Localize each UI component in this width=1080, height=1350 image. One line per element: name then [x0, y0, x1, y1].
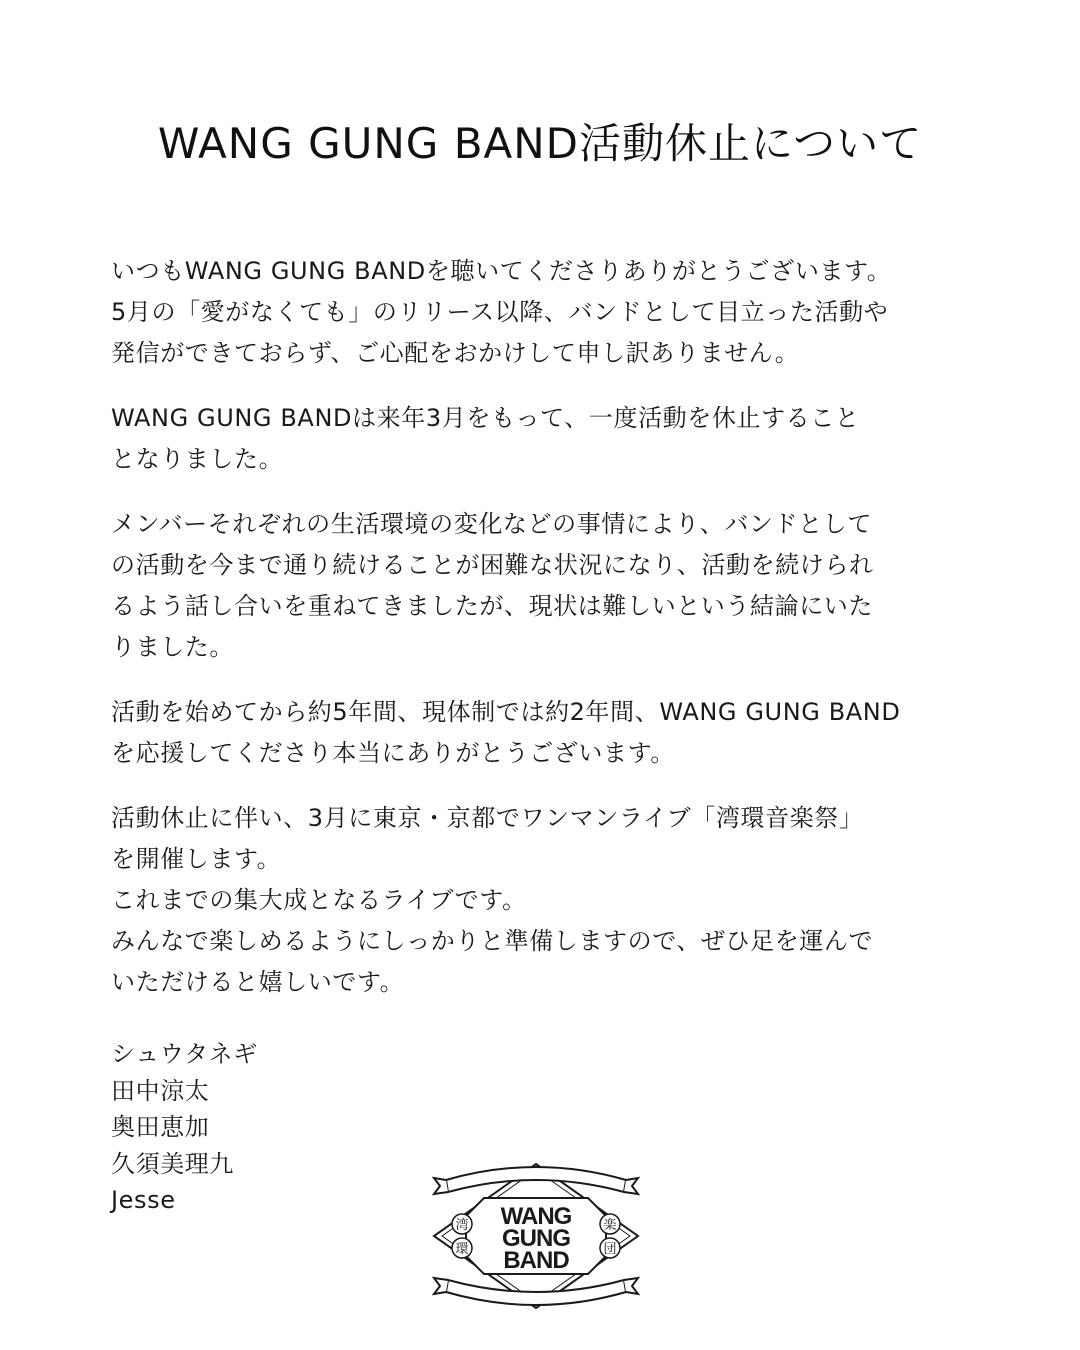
member-name: 田中涼太 [111, 1076, 210, 1105]
paragraph-line: みんなで楽しめるようにしっかりと準備しますので、ぜひ足を運んで [111, 927, 874, 955]
logo-right-char: 団 [603, 1242, 617, 1257]
paragraph-line: を開催します。 [111, 845, 282, 873]
paragraph-line: 活動休止に伴い、3月に東京・京都でワンマンライブ「湾環音楽祭」 [111, 804, 864, 832]
member-name: Jesse [111, 1186, 176, 1214]
logo-word: BAND [503, 1247, 569, 1274]
paragraph-line: いただけると嬉しいです。 [111, 968, 405, 996]
paragraph-line: WANG GUNG BANDは来年3月をもって、一度活動を休止すること [111, 404, 860, 432]
logo-left-char: 環 [455, 1242, 469, 1257]
paragraph-line: を応援してくださり本当にありがとうございます。 [111, 739, 675, 767]
paragraph-line: 発信ができておらず、ご心配をおかけして申し訳ありません。 [111, 339, 800, 367]
paragraph-line: 5月の「愛がなくても」のリリース以降、バンドとして目立った活動や [111, 298, 889, 326]
paragraph-line: 活動を始めてから約5年間、現体制では約2年間、WANG GUNG BAND [111, 698, 901, 726]
announcement-body [111, 251, 991, 1027]
logo-left-char: 湾 [455, 1218, 469, 1233]
paragraph-line: るよう話し合いを重ねてきましたが、現状は難しいという結論にいた [111, 592, 873, 620]
page-title: WANG GUNG BAND活動休止について [157, 119, 923, 168]
paragraph-line: の活動を今まで通り続けることが困難な状況になり、活動を続けられ [111, 551, 874, 579]
paragraph-3 [111, 504, 991, 668]
logo-right-char: 楽 [603, 1218, 617, 1233]
paragraph-line: メンバーそれぞれの生活環境の変化などの事情により、バンドとして [111, 510, 872, 538]
paragraph-line: これまでの集大成となるライブです。 [111, 886, 527, 914]
member-name: 奥田恵加 [111, 1113, 210, 1141]
paragraph-line: りました。 [111, 633, 234, 661]
paragraph-2 [111, 398, 991, 480]
paragraph-line: となりました。 [111, 445, 284, 473]
member-name: シュウタネギ [111, 1040, 258, 1068]
paragraph-5 [111, 798, 991, 1003]
signature-block [111, 1036, 258, 1219]
paragraph-1 [111, 251, 991, 374]
logo-word: WANG [500, 1203, 572, 1230]
band-logo [428, 1158, 644, 1314]
logo-word: GUNG [502, 1225, 570, 1252]
paragraph-line: いつもWANG GUNG BANDを聴いてくださりありがとうございます。 [111, 257, 892, 285]
paragraph-4 [111, 692, 991, 774]
member-name: 久須美理九 [111, 1149, 234, 1178]
